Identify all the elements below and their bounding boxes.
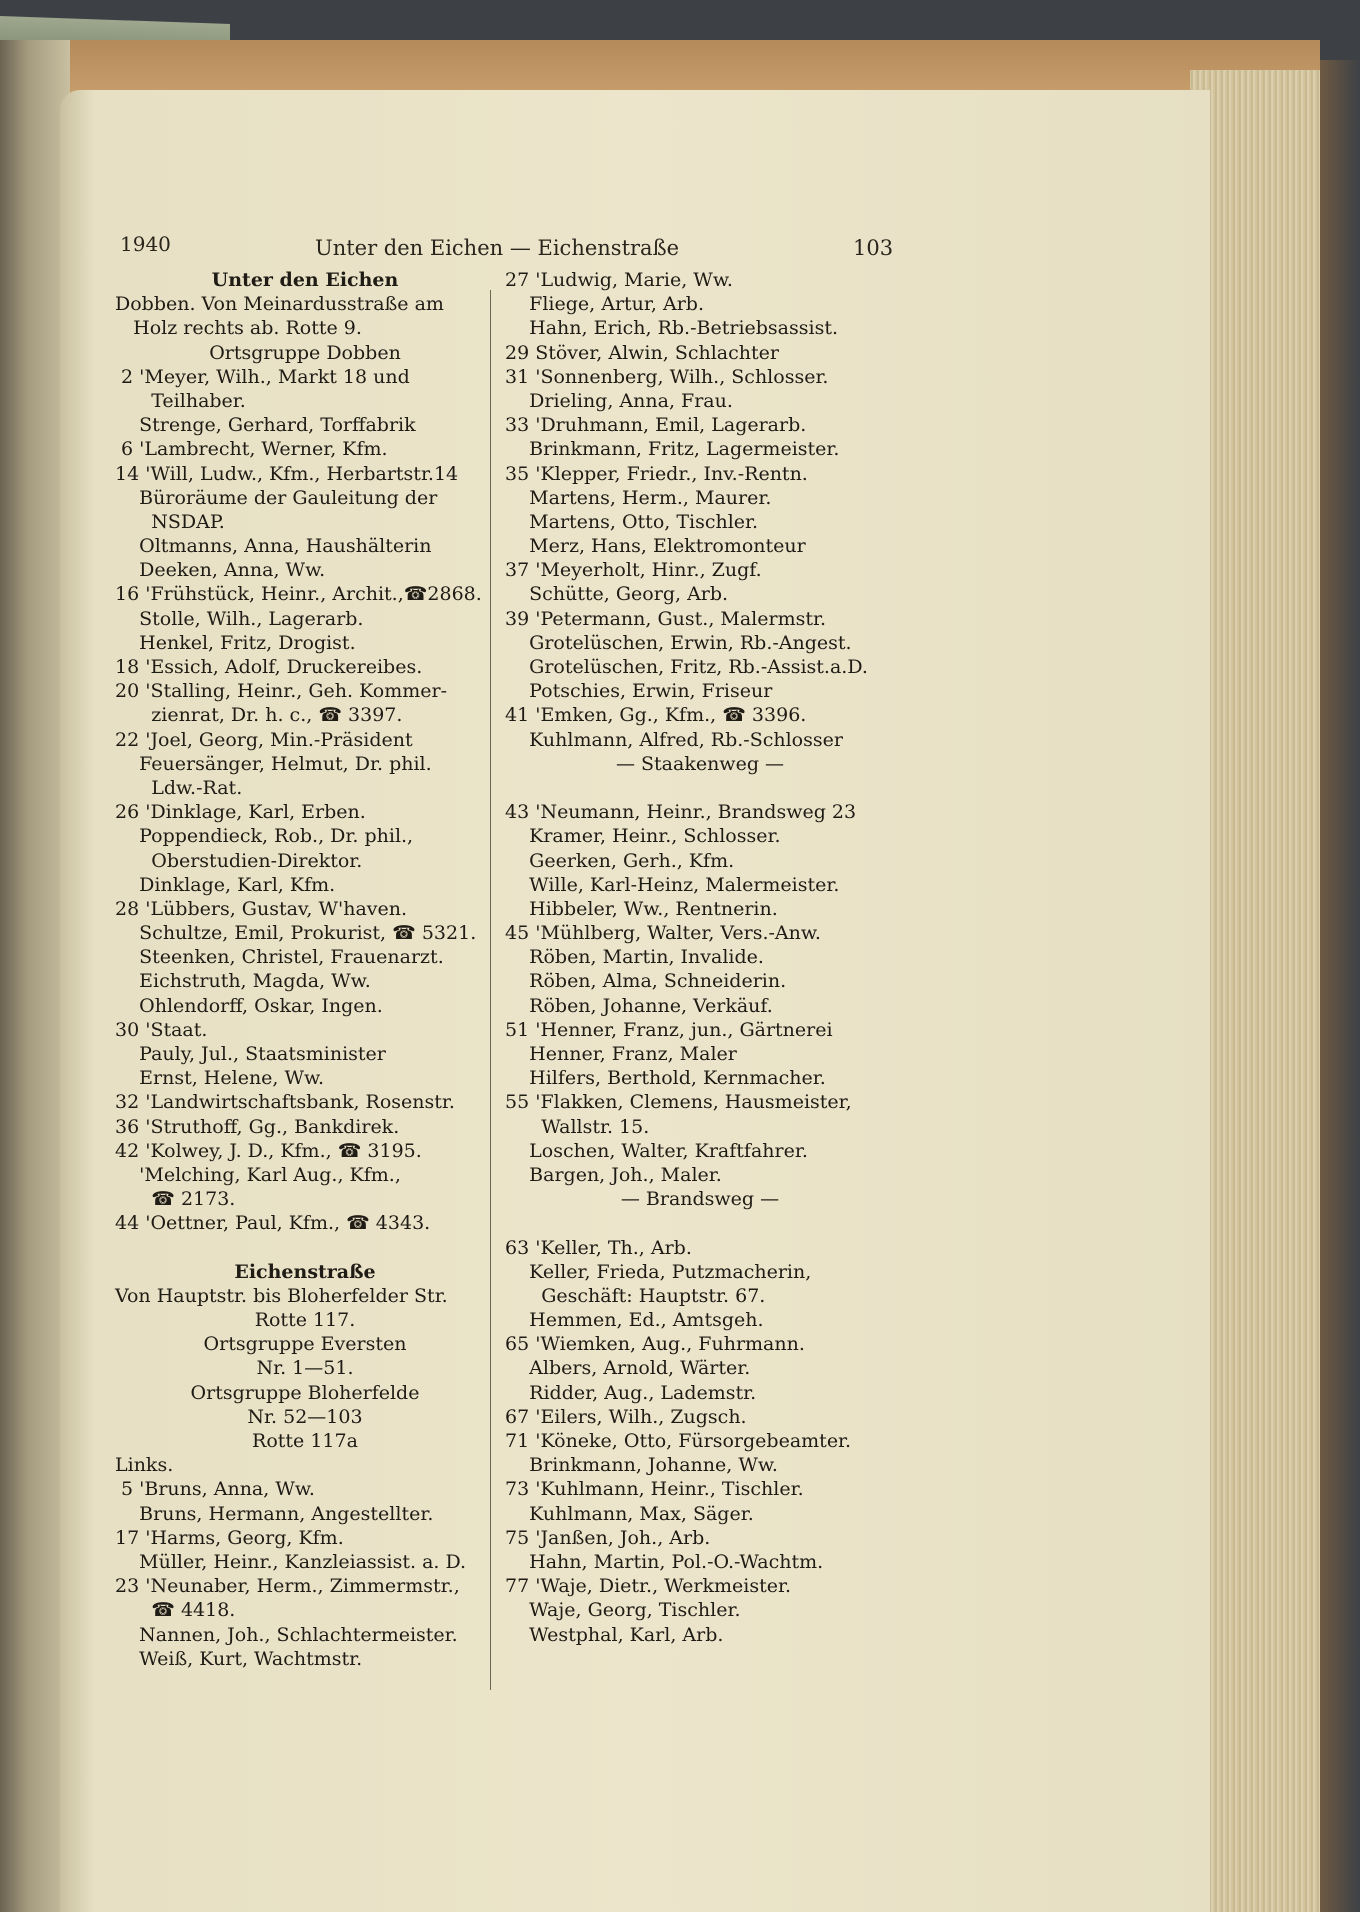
directory-line: Röben, Martin, Invalide. [505,946,764,969]
directory-line [505,776,895,800]
directory-line: 33 'Druhmann, Emil, Lagerarb. [505,414,807,437]
directory-line: Drieling, Anna, Frau. [505,389,733,412]
directory-line [505,1211,895,1235]
directory-line: Brinkmann, Fritz, Lagermeister. [505,438,840,461]
directory-line: Westphal, Karl, Arb. [505,1623,724,1646]
directory-line: 5 'Bruns, Anna, Ww. [115,1478,315,1501]
directory-line: 77 'Waje, Dietr., Werkmeister. [505,1575,791,1598]
directory-line: Loschen, Walter, Kraftfahrer. [505,1139,808,1162]
directory-line: Bargen, Joh., Maler. [505,1163,722,1186]
directory-line: Waje, Georg, Tischler. [505,1599,741,1622]
directory-line: Martens, Otto, Tischler. [505,510,759,533]
directory-line: 51 'Henner, Franz, jun., Gärtnerei [505,1018,833,1041]
directory-line: Grotelüschen, Fritz, Rb.-Assist.a.D. [505,656,868,678]
directory-line: 45 'Mühlberg, Walter, Vers.-Anw. [505,922,821,945]
column-divider [490,290,491,1690]
directory-line: Schütte, Georg, Arb. [505,583,729,606]
directory-line: Fliege, Artur, Arb. [505,293,704,316]
directory-line: ☎ 4418. [115,1599,236,1622]
directory-line: 29 Stöver, Alwin, Schlachter [505,341,779,364]
directory-line: Röben, Johanne, Verkäuf. [505,994,773,1017]
directory-line: 35 'Klepper, Friedr., Inv.-Rentn. [505,462,808,485]
directory-line: — Staakenweg — [615,752,785,775]
right-column [505,268,895,1647]
directory-line: 26 'Dinklage, Karl, Erben. [115,801,366,824]
directory-line: Feuersänger, Helmut, Dr. phil. [115,752,432,775]
directory-line: Rotte 117. [254,1309,356,1332]
directory-line: Ortsgruppe Dobben [209,341,401,364]
directory-line: Hahn, Martin, Pol.-O.-Wachtm. [505,1550,824,1573]
directory-line: 75 'Janßen, Joh., Arb. [505,1526,711,1549]
book-shadow [1320,60,1360,1912]
directory-line: 37 'Meyerholt, Hinr., Zugf. [505,559,762,582]
directory-line: Nr. 1—51. [256,1357,354,1380]
directory-line: Müller, Heinr., Kanzleiassist. a. D. [115,1550,467,1573]
directory-line: Hibbeler, Ww., Rentnerin. [505,897,778,920]
directory-line: 71 'Köneke, Otto, Fürsorgebeamter. [505,1430,852,1452]
directory-line: Hahn, Erich, Rb.-Betriebsassist. [505,317,839,340]
directory-line: 39 'Petermann, Gust., Malermstr. [505,607,827,630]
directory-line: Links. [115,1454,174,1477]
directory-line: 2 'Meyer, Wilh., Markt 18 und [115,365,410,388]
directory-line: Ernst, Helene, Ww. [115,1067,325,1090]
directory-line: Pauly, Jul., Staatsminister [115,1043,386,1065]
directory-line: Potschies, Erwin, Friseur [505,680,773,703]
directory-line: 65 'Wiemken, Aug., Fuhrmann. [505,1333,805,1356]
directory-line: 28 'Lübbers, Gustav, W'haven. [115,897,408,920]
directory-line: 73 'Kuhlmann, Heinr., Tischler. [505,1478,804,1501]
directory-line: Ortsgruppe Eversten [203,1333,407,1356]
directory-line: Strenge, Gerhard, Torffabrik [115,414,416,437]
directory-line: 32 'Landwirtschaftsbank, Rosenstr. [115,1091,455,1114]
page-header [120,232,894,272]
directory-line: Grotelüschen, Erwin, Rb.-Angest. [505,631,852,654]
directory-line: Geerken, Gerh., Kfm. [505,849,735,872]
directory-line: Dinklage, Karl, Kfm. [115,873,336,896]
directory-line: 63 'Keller, Th., Arb. [505,1236,692,1259]
directory-line: 55 'Flakken, Clemens, Hausmeister, [505,1091,852,1114]
directory-line: 23 'Neunaber, Herm., Zimmermstr., [115,1575,460,1598]
directory-line: 44 'Oettner, Paul, Kfm., ☎ 4343. [115,1212,431,1235]
directory-line: 27 'Ludwig, Marie, Ww. [505,269,733,291]
directory-line: Unter den Eichen [211,269,399,291]
directory-line: Teilhaber. [115,389,246,412]
directory-line: Henkel, Fritz, Drogist. [115,631,356,654]
directory-line: Eichenstraße [234,1260,376,1283]
directory-line: Ohlendorff, Oskar, Ingen. [115,994,383,1017]
page-year: 1940 [120,232,171,256]
directory-line: Rotte 117a [252,1430,358,1452]
directory-line: 16 'Frühstück, Heinr., Archit.,☎2868. [115,583,482,606]
directory-line: Dobben. Von Meinardusstraße am [115,293,444,316]
directory-line: Von Hauptstr. bis Bloherfelder Str. [115,1284,448,1307]
directory-line: Albers, Arnold, Wärter. [505,1357,751,1380]
directory-line: 18 'Essich, Adolf, Druckereibes. [115,656,423,678]
running-title: Unter den Eichen — Eichenstraße [315,236,680,260]
directory-line: Wille, Karl-Heinz, Malermeister. [505,873,840,896]
directory-line: Brinkmann, Johanne, Ww. [505,1454,778,1477]
directory-line: Röben, Alma, Schneiderin. [505,970,787,993]
directory-line: zienrat, Dr. h. c., ☎ 3397. [115,704,403,727]
directory-line: Geschäft: Hauptstr. 67. [505,1284,766,1307]
directory-line: Ortsgruppe Bloherfelde [190,1381,420,1404]
directory-line: Henner, Franz, Maler [505,1043,737,1065]
directory-line: 42 'Kolwey, J. D., Kfm., ☎ 3195. [115,1139,422,1162]
directory-line: 20 'Stalling, Heinr., Geh. Kommer- [115,680,448,703]
directory-line: Stolle, Wilh., Lagerarb. [115,607,364,630]
directory-line: Ridder, Aug., Lademstr. [505,1381,757,1404]
directory-line: Hilfers, Berthold, Kernmacher. [505,1067,826,1090]
directory-line: 67 'Eilers, Wilh., Zugsch. [505,1405,747,1428]
directory-line: — Brandsweg — [620,1188,780,1211]
directory-line: Büroräume der Gauleitung der [115,486,438,509]
directory-line: ☎ 2173. [115,1188,236,1211]
directory-line: Deeken, Anna, Ww. [115,559,326,582]
directory-line: 30 'Staat. [115,1018,208,1041]
directory-line: Poppendieck, Rob., Dr. phil., [115,825,414,848]
directory-line: 17 'Harms, Georg, Kfm. [115,1526,344,1549]
directory-line: 14 'Will, Ludw., Kfm., Herbartstr.14 [115,462,459,485]
directory-line: 'Melching, Karl Aug., Kfm., [115,1163,401,1186]
directory-line: Keller, Frieda, Putzmacherin, [505,1260,812,1283]
left-column [115,268,495,1671]
directory-line: Hemmen, Ed., Amtsgeh. [505,1309,764,1332]
directory-line: Ldw.-Rat. [115,776,243,799]
directory-line: Holz rechts ab. Rotte 9. [115,317,362,340]
directory-line: Kuhlmann, Alfred, Rb.-Schlosser [505,728,843,751]
directory-line: 43 'Neumann, Heinr., Brandsweg 23 [505,801,857,824]
directory-line: 36 'Struthoff, Gg., Bankdirek. [115,1115,400,1138]
directory-line: Merz, Hans, Elektromonteur [505,535,806,558]
directory-line: 31 'Sonnenberg, Wilh., Schlosser. [505,365,829,388]
directory-line: NSDAP. [115,510,225,533]
directory-line: Kuhlmann, Max, Säger. [505,1502,754,1525]
directory-line: Eichstruth, Magda, Ww. [115,970,371,993]
directory-line: Nr. 52—103 [247,1405,363,1428]
directory-line: Wallstr. 15. [505,1115,650,1138]
directory-line: Weiß, Kurt, Wachtmstr. [115,1647,363,1670]
directory-line: 41 'Emken, Gg., Kfm., ☎ 3396. [505,704,807,727]
directory-line: 6 'Lambrecht, Werner, Kfm. [115,438,388,461]
page-number: 103 [853,236,894,260]
directory-line: Nannen, Joh., Schlachtermeister. [115,1623,458,1646]
directory-line: Martens, Herm., Maurer. [505,486,772,509]
directory-line: Oltmanns, Anna, Haushälterin [115,535,432,558]
directory-line: Steenken, Christel, Frauenarzt. [115,946,444,969]
directory-line: Kramer, Heinr., Schlosser. [505,825,781,848]
directory-line: 22 'Joel, Georg, Min.-Präsident [115,728,413,751]
directory-line: Oberstudien-Direktor. [115,849,363,872]
directory-line [115,1236,495,1260]
directory-line: Bruns, Hermann, Angestellter. [115,1502,434,1525]
directory-line: Schultze, Emil, Prokurist, ☎ 5321. [115,922,477,945]
page-stack-edge [1190,70,1330,1912]
